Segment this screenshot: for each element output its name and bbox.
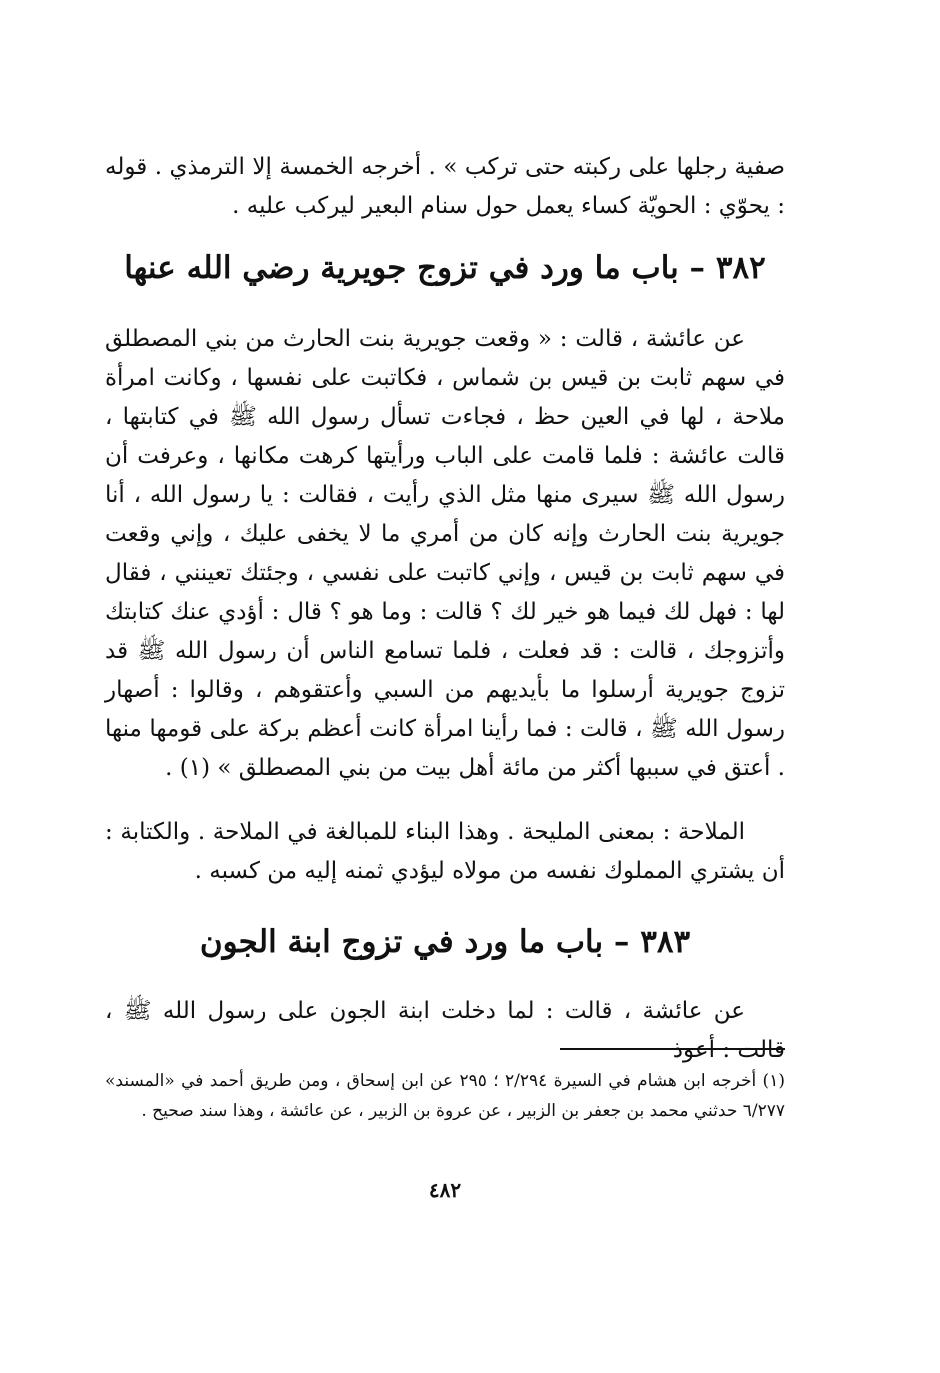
- footnote: (١) أخرجه ابن هشام في السيرة ٢/٢٩٤ ؛ ٢٩٥ عن ابن إسحاق ، ومن طريق أحمد في «المسند» ٦/٢٧٧ حدثني محمد بن جعفر بن الزبير ، عن عروة بن الزبير ، عن عائشة ، وهذا سند صحيح .: [105, 1071, 785, 1121]
- section-382-hadith: عن عائشة ، قالت : « وقعت جويرية بنت الحارث من بني المصطلق في سهم ثابت بن قيس بن شماس ، فكاتبت على نفسها ، وكانت امرأة ملاحة ، لها في العين حظ ، فجاءت تسأل رسول الله ﷺ في كتابتها ، قالت عائشة : فلما قامت على الباب ورأيتها كرهت مكانها ، وعرفت أن رسول الله ﷺ سيرى منها مثل الذي رأيت ، فقالت : يا رسول الله ، أنا جويرية بنت الحارث وإنه كان من أمري ما لا يخفى عليك ، وإني وقعت في سهم ثابت بن قيس ، وإني كاتبت على نفسي ، وجئتك تعينني ، فقال لها : فهل لك فيما هو خير لك ؟ قالت : وما هو ؟ قال : أؤدي عنك كتابتك وأتزوجك ، قالت : قد فعلت ، فلما تسامع الناس أن رسول الله ﷺ قد تزوج جويرية أرسلوا ما بأيديهم من السبي وأعتقوهم ، وقالوا : أصهار رسول الله ﷺ ، قالت : فما رأينا امرأة كانت أعظم بركة على قومها منها . أعتق في سببها أكثر من مائة أهل بيت من بني المصطلق » (١) .: [105, 326, 785, 781]
- continuation-paragraph: صفية رجلها على ركبته حتى تركب » . أخرجه الخمسة إلا الترمذي . قوله : يحوّي : الحويّة كساء يعمل حول سنام البعير ليركب عليه .: [105, 154, 785, 219]
- footnote-divider: [560, 1048, 785, 1050]
- section-382-heading: ٣٨٢ – باب ما ورد في تزوج جويرية رضي الله عنها: [124, 250, 766, 286]
- section-383-hadith-start: عن عائشة ، قالت : لما دخلت ابنة الجون على رسول الله ﷺ ، قالت : أعوذ: [105, 998, 785, 1063]
- section-383-heading: ٣٨٣ – باب ما ورد في تزوج ابنة الجون: [199, 924, 691, 960]
- section-382-note: الملاحة : بمعنى المليحة . وهذا البناء للمبالغة في الملاحة . والكتابة : أن يشتري المملوك نفسه من مولاه ليؤدي ثمنه إليه من كسبه .: [105, 819, 785, 884]
- page-number: ٤٨٢: [428, 1178, 462, 1202]
- book-page: [105, 148, 785, 1288]
